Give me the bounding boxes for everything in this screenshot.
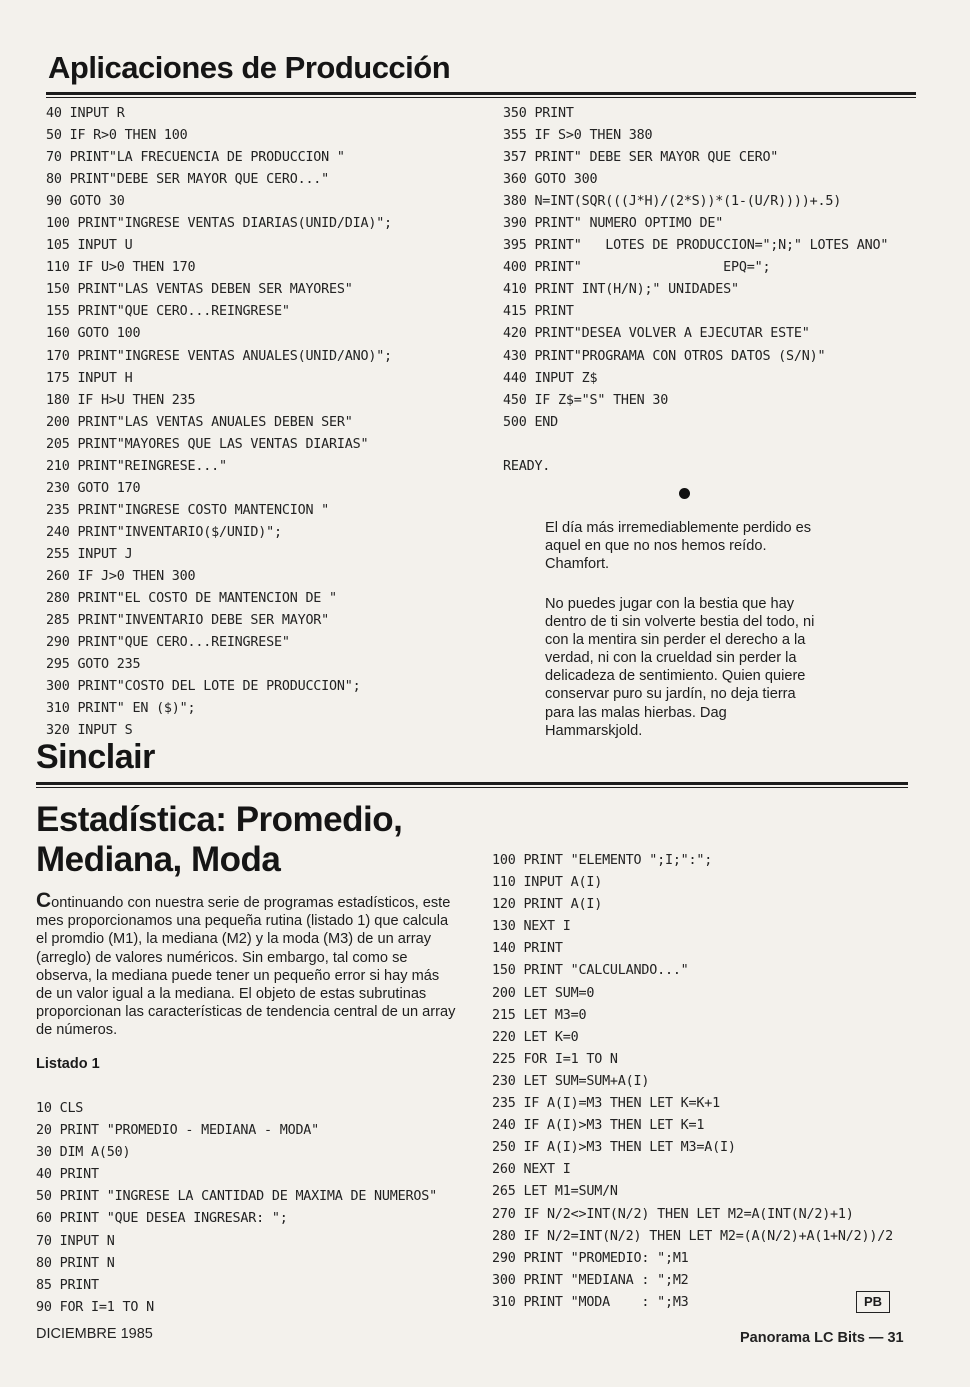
code-line: 290 PRINT"QUE CERO...REINGRESE" xyxy=(46,635,290,651)
code-line: 170 PRINT"INGRESE VENTAS ANUALES(UNID/ANO)"; xyxy=(46,348,392,364)
code-line: 450 IF Z$="S" THEN 30 xyxy=(503,392,669,408)
code-line: 215 LET M3=0 xyxy=(492,1007,587,1023)
code-line: 410 PRINT INT(H/N);" UNIDADES" xyxy=(503,282,739,298)
code-line: 90 GOTO 30 xyxy=(46,194,125,210)
code-line: 357 PRINT" DEBE SER MAYOR QUE CERO" xyxy=(503,150,779,166)
code-line: 255 INPUT J xyxy=(46,546,133,562)
code-line: 415 PRINT xyxy=(503,304,574,320)
code-line: 80 PRINT N xyxy=(36,1255,115,1271)
header-rule xyxy=(46,92,916,95)
code-listing-top-left xyxy=(46,103,496,742)
code-line: 230 LET SUM=SUM+A(I) xyxy=(492,1073,650,1089)
code-line: 390 PRINT" NUMERO OPTIMO DE" xyxy=(503,216,724,232)
code-line: 350 PRINT xyxy=(503,106,574,121)
bullet-dot xyxy=(679,488,690,499)
code-line: 240 IF A(I)>M3 THEN LET K=1 xyxy=(492,1118,705,1134)
quote-hammarskjold: No puedes jugar con la bestia que hay dentro de ti sin volverte bestia del todo, ni con la mentira sin perder el derecho a la verdad, ni con la crueldad sin perder la delicadeza de sentimiento. Quien quiere conservar puro su jardín, no deja tierra para las malas hierbas. Dag Hammarskjold. xyxy=(545,596,815,739)
code-line: 40 PRINT xyxy=(36,1167,99,1183)
code-line: 130 NEXT I xyxy=(492,919,571,935)
code-line: 105 INPUT U xyxy=(46,238,133,254)
code-line: 140 PRINT xyxy=(492,941,563,957)
code-line: 110 INPUT A(I) xyxy=(492,875,603,891)
code-line: 30 DIM A(50) xyxy=(36,1145,131,1161)
code-line: 205 PRINT"MAYORES QUE LAS VENTAS DIARIAS" xyxy=(46,436,369,452)
code-line: 180 IF H>U THEN 235 xyxy=(46,392,196,408)
article-body-text: ontinuando con nuestra serie de programas estadísticos, este mes proporcionamos una pequeña rutina (listado 1) que calcula el promdio (M1), la mediana (M2) y la moda (M3) de un array (arreglo) de valores numéricos. Sin embargo, tal como se observa, la mediana puede tener un pequeño error si hay más de un valor igual a la mediana. El objeto de estas subrutinas proporcionan las características de tendencia central de un array de números. xyxy=(36,895,456,1039)
code-line: 285 PRINT"INVENTARIO DEBE SER MAYOR" xyxy=(46,613,330,629)
code-line: 420 PRINT"DESEA VOLVER A EJECUTAR ESTE" xyxy=(503,326,810,342)
code-line: 225 FOR I=1 TO N xyxy=(492,1051,618,1067)
code-line: 260 NEXT I xyxy=(492,1162,571,1178)
code-line: 310 PRINT "MODA : ";M3 xyxy=(492,1294,689,1310)
quote-chamfort: El día más irremediablemente perdido es aquel en que no nos hemos reído. Chamfort. xyxy=(545,520,812,573)
code-line: 120 PRINT A(I) xyxy=(492,897,603,913)
code-line: 220 LET K=0 xyxy=(492,1029,579,1045)
code-line: 100 PRINT"INGRESE VENTAS DIARIAS(UNID/DIA)"; xyxy=(46,216,392,232)
listing-label: Listado 1 xyxy=(36,1056,100,1072)
header-rule-thin xyxy=(46,97,916,98)
code-line: 280 IF N/2=INT(N/2) THEN LET M2=(A(N/2)+A(1+N/2))/2 xyxy=(492,1228,893,1244)
code-line: 160 GOTO 100 xyxy=(46,326,141,342)
code-listing-bottom-right xyxy=(492,850,912,1314)
code-line: 260 IF J>0 THEN 300 xyxy=(46,568,196,584)
code-listing-top-right xyxy=(503,103,923,478)
code-line: 235 IF A(I)=M3 THEN LET K=K+1 xyxy=(492,1096,720,1112)
code-line: 440 INPUT Z$ xyxy=(503,370,598,386)
code-line: 290 PRINT "PROMEDIO: ";M1 xyxy=(492,1250,689,1266)
code-line: 150 PRINT "CALCULANDO..." xyxy=(492,963,689,979)
code-listing-bottom-left xyxy=(36,1098,466,1319)
code-line: 355 IF S>0 THEN 380 xyxy=(503,128,653,144)
code-line: 240 PRINT"INVENTARIO($/UNID)"; xyxy=(46,524,282,540)
code-line: 150 PRINT"LAS VENTAS DEBEN SER MAYORES" xyxy=(46,282,353,298)
sinclair-rule xyxy=(36,782,908,785)
code-line: 90 FOR I=1 TO N xyxy=(36,1299,154,1315)
code-line: 200 PRINT"LAS VENTAS ANUALES DEBEN SER" xyxy=(46,414,353,430)
code-line: 210 PRINT"REINGRESE..." xyxy=(46,458,227,474)
code-line: 310 PRINT" EN ($)"; xyxy=(46,701,196,717)
code-line: 80 PRINT"DEBE SER MAYOR QUE CERO..." xyxy=(46,172,330,188)
code-line: 110 IF U>0 THEN 170 xyxy=(46,260,196,276)
code-line: 320 INPUT S xyxy=(46,723,133,739)
section-title-sinclair: Sinclair xyxy=(36,738,155,776)
code-line: 300 PRINT"COSTO DEL LOTE DE PRODUCCION"; xyxy=(46,679,361,695)
code-line: 40 INPUT R xyxy=(46,106,125,121)
footer-date: DICIEMBRE 1985 xyxy=(36,1326,153,1342)
code-line: 50 PRINT "INGRESE LA CANTIDAD DE MAXIMA DE NUMEROS" xyxy=(36,1189,437,1205)
code-line: 230 GOTO 170 xyxy=(46,480,141,496)
code-line: READY. xyxy=(503,458,551,474)
code-line: 280 PRINT"EL COSTO DE MANTENCION DE " xyxy=(46,591,337,607)
code-line: 270 IF N/2<>INT(N/2) THEN LET M2=A(INT(N/2)+1) xyxy=(492,1206,854,1222)
code-line: 70 PRINT"LA FRECUENCIA DE PRODUCCION " xyxy=(46,150,345,166)
article-dropcap: C xyxy=(36,889,52,912)
code-line: 235 PRINT"INGRESE COSTO MANTENCION " xyxy=(46,502,330,518)
article-title-line1: Estadística: Promedio, xyxy=(36,800,403,839)
article-title-line2: Mediana, Moda xyxy=(36,840,281,879)
code-line: 100 PRINT "ELEMENTO ";I;":"; xyxy=(492,853,713,868)
code-line: 360 GOTO 300 xyxy=(503,172,598,188)
page-header-title: Aplicaciones de Producción xyxy=(48,50,451,85)
sinclair-rule-thin xyxy=(36,787,908,788)
publisher-badge: PB xyxy=(856,1291,890,1313)
code-line: 300 PRINT "MEDIANA : ";M2 xyxy=(492,1272,689,1288)
code-line: 20 PRINT "PROMEDIO - MEDIANA - MODA" xyxy=(36,1123,320,1139)
code-line: 85 PRINT xyxy=(36,1277,99,1293)
code-line: 200 LET SUM=0 xyxy=(492,985,595,1001)
code-line: 400 PRINT" EPQ="; xyxy=(503,260,771,276)
code-line: 250 IF A(I)>M3 THEN LET M3=A(I) xyxy=(492,1140,736,1156)
code-line: 295 GOTO 235 xyxy=(46,657,141,673)
code-line: 50 IF R>0 THEN 100 xyxy=(46,128,188,144)
code-line: 500 END xyxy=(503,414,559,430)
code-line: 430 PRINT"PROGRAMA CON OTROS DATOS (S/N)" xyxy=(503,348,826,364)
code-line: 60 PRINT "QUE DESEA INGRESAR: "; xyxy=(36,1211,288,1227)
code-line: 265 LET M1=SUM/N xyxy=(492,1184,618,1200)
code-line: 395 PRINT" LOTES DE PRODUCCION=";N;" LOTES ANO" xyxy=(503,238,889,254)
code-line: 380 N=INT(SQR(((J*H)/(2*S))*(1-(U/R))))+.5) xyxy=(503,194,842,210)
code-line: 70 INPUT N xyxy=(36,1233,115,1249)
code-line: 155 PRINT"QUE CERO...REINGRESE" xyxy=(46,304,290,320)
article-body xyxy=(36,889,459,1040)
code-line: 10 CLS xyxy=(36,1101,84,1116)
code-line xyxy=(503,434,923,456)
footer-page: Panorama LC Bits — 31 xyxy=(740,1330,904,1346)
code-line: 175 INPUT H xyxy=(46,370,133,386)
